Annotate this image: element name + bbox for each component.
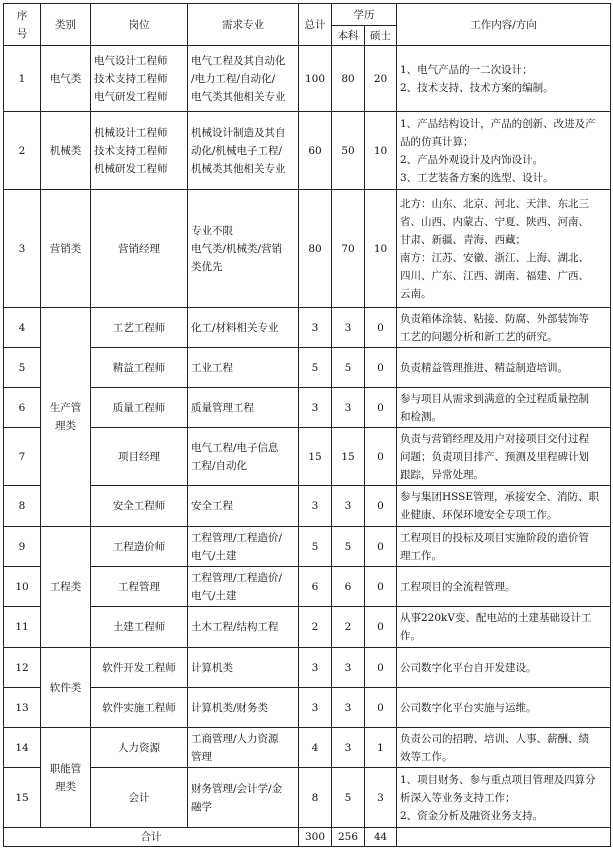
row-position: 质量工程师 [91, 388, 188, 428]
row-position: 工艺工程师 [91, 308, 188, 348]
row-duties: 1、电气产品的一二次设计； 2、技术支持、技术方案的编制。 [397, 46, 611, 112]
row-duties: 负责公司的招聘、培训、人事、薪酬、绩 效等工作。 [397, 728, 611, 768]
row-total: 3 [299, 688, 332, 728]
recruitment-table [3, 3, 611, 847]
total-master: 44 [365, 828, 397, 847]
group-production: 生产管 理类 [41, 308, 91, 527]
row-total: 5 [299, 527, 332, 567]
row-no: 6 [4, 388, 41, 428]
row-total: 3 [299, 486, 332, 527]
row-bachelor: 2 [332, 607, 365, 648]
row-total: 6 [299, 567, 332, 607]
row-bachelor: 70 [332, 190, 365, 308]
row-category: 电气类 [41, 46, 91, 112]
row-total: 5 [299, 348, 332, 388]
total-empty [397, 828, 611, 847]
row-no: 11 [4, 607, 41, 648]
row-duties: 负责箱体涂装、粘接、防腐、外部装饰等 工艺的问题分析和新工艺的研究。 [397, 308, 611, 348]
row-major: 土木工程/结构工程 [188, 607, 299, 648]
header-position: 岗位 [91, 4, 188, 46]
row-bachelor: 3 [332, 728, 365, 768]
table-row [4, 348, 611, 388]
row-category: 机械类 [41, 112, 91, 190]
table-row [4, 112, 611, 190]
row-total: 8 [299, 768, 332, 828]
row-no: 12 [4, 648, 41, 688]
row-bachelor: 50 [332, 112, 365, 190]
row-master: 3 [365, 768, 397, 828]
row-major: 工业工程 [188, 348, 299, 388]
row-no: 4 [4, 308, 41, 348]
row-master: 0 [365, 688, 397, 728]
row-master: 0 [365, 648, 397, 688]
group-software: 软件类 [41, 648, 91, 728]
table-row [4, 688, 611, 728]
total-row [4, 828, 611, 847]
row-major: 专业不限 电气类/机械类/营销 类优先 [188, 190, 299, 308]
row-duties: 北方：山东、北京、河北、天津、东北三 省、山西、内蒙古、宁夏、陕西、河南、 甘肃、新疆、青海、西藏； 南方：江苏、安徽、浙江、上海、湖北、 四川、广东、江西、湖南、福建、广西、 云南。 [397, 190, 611, 308]
total-bachelor: 256 [332, 828, 365, 847]
row-major: 化工/材料相关专业 [188, 308, 299, 348]
total-label: 合计 [4, 828, 299, 847]
header-education: 学历 [332, 4, 397, 26]
row-total: 3 [299, 648, 332, 688]
row-bachelor: 3 [332, 486, 365, 527]
table-row [4, 648, 611, 688]
row-master: 0 [365, 308, 397, 348]
table-row [4, 428, 611, 486]
row-position: 软件实施工程师 [91, 688, 188, 728]
row-position: 营销经理 [91, 190, 188, 308]
row-duties: 参与项目从需求到满意的全过程质量控制 和检测。 [397, 388, 611, 428]
row-no: 9 [4, 527, 41, 567]
row-position: 人力资源 [91, 728, 188, 768]
row-no: 10 [4, 567, 41, 607]
table-row [4, 527, 611, 567]
row-bachelor: 3 [332, 308, 365, 348]
row-master: 0 [365, 388, 397, 428]
row-duties: 负责与营销经理及用户对接项目交付过程 问题；负责项目排产、预测及里程碑计划 跟踪，异常处理。 [397, 428, 611, 486]
row-position: 工程管理 [91, 567, 188, 607]
row-no: 8 [4, 486, 41, 527]
row-major: 计算机类 [188, 648, 299, 688]
table-row [4, 388, 611, 428]
row-major: 电气工程及其自动化 /电力工程/自动化/ 电气类其他相关专业 [188, 46, 299, 112]
table-row [4, 308, 611, 348]
row-master: 10 [365, 112, 397, 190]
row-duties: 负责精益管理推进、精益制造培训。 [397, 348, 611, 388]
row-major: 工程管理/工程造价/ 电气/土建 [188, 567, 299, 607]
row-total: 2 [299, 607, 332, 648]
row-bachelor: 80 [332, 46, 365, 112]
row-major: 工程管理/工程造价/ 电气/土建 [188, 527, 299, 567]
row-position: 机械设计工程师 技术支持工程师 机械研发工程师 [91, 112, 188, 190]
row-position: 工程造价师 [91, 527, 188, 567]
row-no: 14 [4, 728, 41, 768]
row-major: 计算机类/财务类 [188, 688, 299, 728]
row-major: 机械设计制造及其自 动化/机械电子工程/ 机械类其他相关专业 [188, 112, 299, 190]
row-master: 0 [365, 567, 397, 607]
row-bachelor: 5 [332, 348, 365, 388]
table-row [4, 486, 611, 527]
row-duties: 工程项目的投标及项目实施阶段的造价管 理工作。 [397, 527, 611, 567]
group-engineering: 工程类 [41, 527, 91, 648]
row-total: 60 [299, 112, 332, 190]
row-total: 3 [299, 308, 332, 348]
row-no: 15 [4, 768, 41, 828]
row-duties: 工程项目的全流程管理。 [397, 567, 611, 607]
row-master: 0 [365, 428, 397, 486]
row-major: 工商管理/人力资源 管理 [188, 728, 299, 768]
row-position: 安全工程师 [91, 486, 188, 527]
total-sum: 300 [299, 828, 332, 847]
row-position: 电气设计工程师 技术支持工程师 电气研发工程师 [91, 46, 188, 112]
row-position: 土建工程师 [91, 607, 188, 648]
row-bachelor: 3 [332, 388, 365, 428]
row-duties: 公司数字化平台自开发建设。 [397, 648, 611, 688]
row-bachelor: 5 [332, 527, 365, 567]
group-functional: 职能管 理类 [41, 728, 91, 828]
row-total: 80 [299, 190, 332, 308]
table-row [4, 607, 611, 648]
row-bachelor: 6 [332, 567, 365, 607]
row-major: 安全工程 [188, 486, 299, 527]
row-position: 精益工程师 [91, 348, 188, 388]
row-duties: 1、项目财务、参与重点项目管理及四算分 析深入等业务支持工作； 2、资金分析及融资业务支持。 [397, 768, 611, 828]
row-no: 7 [4, 428, 41, 486]
row-position: 会计 [91, 768, 188, 828]
row-duties: 从事220kV变、配电站的土建基础设计工 作。 [397, 607, 611, 648]
table-row [4, 768, 611, 828]
row-master: 20 [365, 46, 397, 112]
row-no: 2 [4, 112, 41, 190]
header-major: 需求专业 [188, 4, 299, 46]
row-no: 13 [4, 688, 41, 728]
row-duties: 1、产品结构设计，产品的创新、改进及产 品的仿真计算； 2、产品外观设计及内饰设计。 3、工艺装备方案的选型、设计。 [397, 112, 611, 190]
table-row [4, 728, 611, 768]
row-no: 5 [4, 348, 41, 388]
header-category: 类别 [41, 4, 91, 46]
row-total: 100 [299, 46, 332, 112]
table-row [4, 567, 611, 607]
table-row [4, 46, 611, 112]
row-position: 项目经理 [91, 428, 188, 486]
row-bachelor: 15 [332, 428, 365, 486]
row-bachelor: 3 [332, 688, 365, 728]
header-duties: 工作内容/方向 [397, 4, 611, 46]
row-master: 0 [365, 348, 397, 388]
row-total: 15 [299, 428, 332, 486]
row-major: 电气工程/电子信息 工程/自动化 [188, 428, 299, 486]
row-bachelor: 5 [332, 768, 365, 828]
row-category: 营销类 [41, 190, 91, 308]
row-duties: 公司数字化平台实施与运维。 [397, 688, 611, 728]
row-major: 质量管理工程 [188, 388, 299, 428]
row-master: 0 [365, 527, 397, 567]
row-master: 0 [365, 486, 397, 527]
row-major: 财务管理/会计学/金 融学 [188, 768, 299, 828]
row-position: 软件开发工程师 [91, 648, 188, 688]
row-total: 3 [299, 388, 332, 428]
row-master: 0 [365, 607, 397, 648]
row-duties: 参与集团HSSE管理，承接安全、消防、职 业健康、环保环境安全专项工作。 [397, 486, 611, 527]
header-bachelor: 本科 [332, 26, 365, 46]
row-no: 1 [4, 46, 41, 112]
row-total: 4 [299, 728, 332, 768]
header-index: 序 号 [4, 4, 41, 46]
row-master: 1 [365, 728, 397, 768]
row-master: 10 [365, 190, 397, 308]
row-bachelor: 3 [332, 648, 365, 688]
row-no: 3 [4, 190, 41, 308]
table-row [4, 190, 611, 308]
header-master: 硕士 [365, 26, 397, 46]
header-total: 总计 [299, 4, 332, 46]
